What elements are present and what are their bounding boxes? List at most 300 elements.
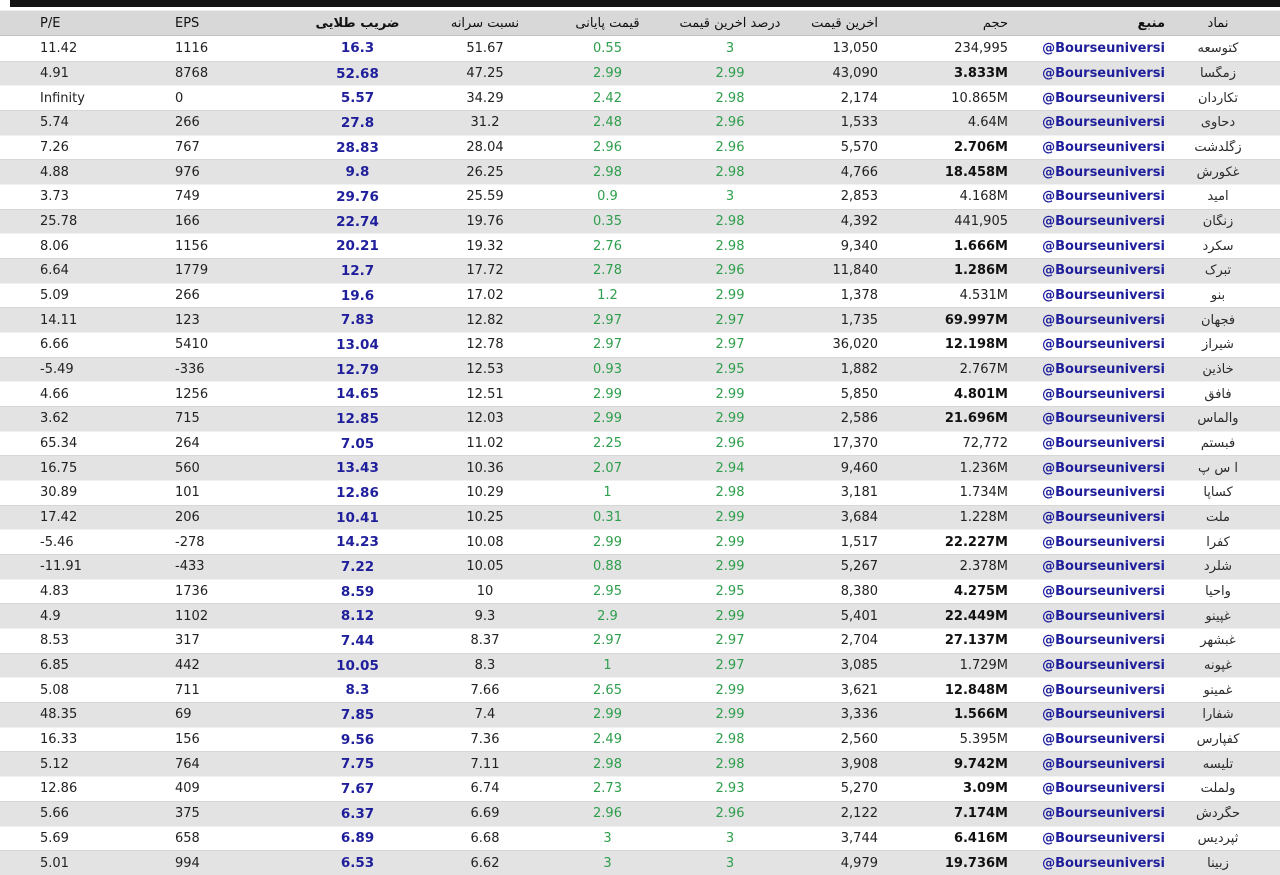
cell-pe: 3.62 [40, 411, 69, 427]
cell-closing-price: 2.48 [593, 115, 622, 131]
source-link[interactable]: @Bourseuniversi [1042, 263, 1165, 279]
cell-per-capita: 6.68 [470, 830, 500, 846]
cell-last-price: 4,766 [840, 164, 878, 180]
cell-symbol: تکاردان [1198, 90, 1238, 106]
cell-per-capita: 51.67 [466, 40, 504, 56]
cell-per-capita: 17.72 [466, 263, 504, 279]
table-row [0, 727, 1280, 752]
cell-per-capita: 17.02 [466, 288, 504, 304]
cell-closing-price: 2.98 [593, 756, 622, 772]
source-link[interactable]: @Bourseuniversi [1042, 732, 1165, 748]
cell-golden-ratio: 29.76 [336, 188, 379, 205]
cell-eps: 1779 [175, 263, 209, 279]
cell-per-capita: 12.51 [466, 386, 504, 402]
cell-closing-price: 2.96 [593, 140, 622, 156]
cell-per-capita: 7.11 [470, 756, 500, 772]
cell-pe: 30.89 [40, 485, 78, 501]
cell-symbol: کفپارس [1196, 732, 1240, 748]
cell-symbol: امید [1207, 189, 1229, 205]
source-link[interactable]: @Bourseuniversi [1042, 633, 1165, 649]
cell-golden-ratio: 22.74 [336, 213, 379, 230]
cell-last-price-pct: 2.98 [715, 214, 745, 230]
cell-per-capita: 19.76 [466, 214, 504, 230]
cell-eps: 123 [175, 312, 200, 328]
cell-last-price-pct: 2.99 [715, 559, 745, 575]
cell-volume: 1.734M [959, 485, 1008, 501]
cell-last-price-pct: 2.95 [715, 584, 745, 600]
cell-pe: 48.35 [40, 707, 78, 723]
cell-golden-ratio: 27.8 [340, 114, 375, 131]
cell-symbol: زبینا [1207, 855, 1229, 871]
cell-golden-ratio: 28.83 [336, 139, 379, 156]
source-link[interactable]: @Bourseuniversi [1042, 658, 1165, 674]
source-link[interactable]: @Bourseuniversi [1042, 707, 1165, 723]
cell-golden-ratio: 5.57 [340, 90, 375, 107]
cell-golden-ratio: 52.68 [336, 65, 379, 82]
header-per-capita: نسبت سرانه [450, 15, 520, 31]
cell-per-capita: 8.3 [474, 658, 496, 674]
cell-volume: 2.378M [959, 559, 1008, 575]
cell-last-price: 2,122 [840, 806, 878, 822]
table-row [0, 258, 1280, 283]
cell-closing-price: 0.31 [593, 510, 622, 526]
cell-golden-ratio: 19.6 [340, 287, 375, 304]
cell-pe: 5.08 [40, 682, 69, 698]
cell-last-price-pct: 2.99 [715, 510, 745, 526]
cell-volume: 1.666M [953, 238, 1008, 254]
cell-last-price: 3,181 [840, 485, 878, 501]
cell-per-capita: 25.59 [466, 189, 504, 205]
cell-pe: 6.85 [40, 658, 69, 674]
table-row [0, 480, 1280, 505]
cell-closing-price: 3 [603, 830, 612, 846]
cell-volume: 19.736M [944, 855, 1008, 871]
cell-eps: 764 [175, 756, 200, 772]
cell-eps: -278 [175, 534, 205, 550]
cell-eps: 1736 [175, 584, 209, 600]
source-link[interactable]: @Bourseuniversi [1042, 40, 1165, 56]
cell-last-price: 3,336 [840, 707, 878, 723]
cell-last-price-pct: 2.97 [715, 658, 745, 674]
cell-last-price-pct: 2.96 [715, 806, 745, 822]
cell-golden-ratio: 16.3 [340, 40, 375, 57]
cell-pe: 4.66 [40, 386, 69, 402]
cell-closing-price: 2.73 [593, 781, 622, 797]
cell-last-price: 5,270 [840, 781, 878, 797]
cell-eps: 101 [175, 485, 200, 501]
cell-closing-price: 1 [603, 658, 612, 674]
table-row [0, 653, 1280, 678]
source-link[interactable]: @Bourseuniversi [1042, 510, 1165, 526]
source-link[interactable]: @Bourseuniversi [1042, 460, 1165, 476]
cell-golden-ratio: 14.65 [336, 386, 379, 403]
table-row [0, 332, 1280, 357]
cell-closing-price: 0.55 [593, 40, 622, 56]
source-link[interactable]: @Bourseuniversi [1042, 436, 1165, 452]
cell-eps: 166 [175, 214, 200, 230]
source-link[interactable]: @Bourseuniversi [1042, 337, 1165, 353]
cell-volume: 12.848M [944, 682, 1008, 698]
cell-eps: 156 [175, 732, 200, 748]
source-link[interactable]: @Bourseuniversi [1042, 214, 1165, 230]
cell-per-capita: 10.36 [466, 460, 504, 476]
cell-eps: 994 [175, 855, 200, 871]
header-last-price-pct: درصد آخرین قیمت [679, 15, 781, 31]
table-row [0, 283, 1280, 308]
cell-volume: 27.137M [944, 633, 1008, 649]
cell-closing-price: 2.42 [593, 90, 622, 106]
cell-volume: 69.997M [944, 312, 1008, 328]
cell-symbol: غکورش [1196, 164, 1240, 180]
header-eps: EPS [175, 15, 200, 31]
cell-last-price: 17,370 [832, 436, 878, 452]
cell-closing-price: 2.97 [593, 633, 622, 649]
cell-symbol: تبرک [1204, 263, 1232, 279]
cell-last-price-pct: 2.97 [715, 337, 745, 353]
cell-eps: 1116 [175, 40, 209, 56]
cell-volume: 1.729M [959, 658, 1008, 674]
cell-volume: 10.865M [951, 90, 1008, 106]
cell-symbol: فافق [1204, 386, 1232, 402]
source-link[interactable]: @Bourseuniversi [1042, 164, 1165, 180]
cell-golden-ratio: 8.3 [345, 682, 370, 699]
cell-pe: 4.91 [40, 66, 69, 81]
table-row [0, 579, 1280, 604]
cell-golden-ratio: 8.12 [340, 608, 375, 625]
cell-closing-price: 2.96 [593, 806, 622, 822]
cell-pe: 4.83 [40, 584, 69, 600]
table-row [0, 184, 1280, 209]
cell-symbol: فجهان [1200, 312, 1236, 328]
cell-pe: 12.86 [40, 781, 78, 797]
cell-golden-ratio: 14.23 [336, 534, 379, 551]
cell-closing-price: 2.95 [593, 584, 622, 600]
cell-volume: 7.174M [953, 806, 1008, 822]
table-header [0, 10, 1280, 36]
cell-pe: 5.01 [40, 855, 69, 871]
cell-golden-ratio: 13.43 [336, 460, 379, 477]
cell-volume: 441,905 [954, 214, 1008, 230]
table-row [0, 307, 1280, 332]
cell-last-price: 5,401 [840, 608, 878, 624]
table-row [0, 209, 1280, 234]
cell-pe: -5.49 [40, 362, 74, 378]
cell-symbol: شفارا [1202, 707, 1234, 723]
table-row [0, 455, 1280, 480]
cell-per-capita: 19.32 [466, 238, 504, 254]
source-link[interactable]: @Bourseuniversi [1042, 140, 1165, 156]
cell-symbol: زمگسا [1200, 66, 1236, 81]
cell-pe: 5.66 [40, 806, 69, 822]
source-link[interactable]: @Bourseuniversi [1042, 584, 1165, 600]
source-link[interactable]: @Bourseuniversi [1042, 855, 1165, 871]
cell-last-price: 1,533 [840, 115, 878, 131]
cell-per-capita: 34.29 [466, 90, 504, 106]
source-link[interactable]: @Bourseuniversi [1042, 386, 1165, 402]
cell-last-price-pct: 2.99 [715, 386, 745, 402]
cell-per-capita: 11.02 [466, 436, 504, 452]
cell-eps: 749 [175, 189, 200, 205]
table-row [0, 357, 1280, 382]
cell-golden-ratio: 9.8 [345, 164, 370, 181]
cell-last-price: 43,090 [832, 66, 878, 81]
cell-symbol: والماس [1197, 411, 1239, 427]
cell-golden-ratio: 6.37 [340, 805, 375, 822]
cell-closing-price: 2.07 [593, 460, 622, 476]
cell-pe: 8.53 [40, 633, 69, 649]
source-link[interactable]: @Bourseuniversi [1042, 806, 1165, 822]
cell-last-price: 9,340 [840, 238, 878, 254]
cell-symbol: تلیسه [1202, 756, 1234, 772]
table-row [0, 61, 1280, 86]
cell-volume: 3.833M [953, 66, 1008, 81]
source-link[interactable]: @Bourseuniversi [1042, 559, 1165, 575]
cell-pe: 5.74 [40, 115, 69, 131]
cell-symbol: زگلدشت [1194, 140, 1242, 156]
cell-volume: 72,772 [962, 436, 1008, 452]
source-link[interactable]: @Bourseuniversi [1042, 288, 1165, 304]
cell-golden-ratio: 7.85 [340, 706, 375, 723]
header-pe: P/E [40, 15, 61, 31]
table-row [0, 85, 1280, 110]
source-link[interactable]: @Bourseuniversi [1042, 362, 1165, 378]
cell-closing-price: 2.49 [593, 732, 622, 748]
cell-pe: 6.66 [40, 337, 69, 353]
cell-volume: 22.449M [944, 608, 1008, 624]
cell-last-price: 8,380 [840, 584, 878, 600]
header-closing-price: قیمت پایانی [575, 15, 640, 31]
table-row [0, 406, 1280, 431]
table-row [0, 628, 1280, 653]
table-body [0, 36, 1280, 875]
cell-per-capita: 28.04 [466, 140, 504, 156]
cell-last-price-pct: 2.98 [715, 164, 745, 180]
cell-last-price-pct: 2.96 [715, 140, 745, 156]
cell-pe: 16.75 [40, 460, 78, 476]
cell-last-price-pct: 2.99 [715, 608, 745, 624]
cell-eps: 767 [175, 140, 200, 156]
table-row [0, 826, 1280, 851]
cell-per-capita: 7.66 [470, 682, 500, 698]
cell-golden-ratio: 12.86 [336, 484, 379, 501]
cell-pe: 25.78 [40, 214, 78, 230]
cell-eps: 560 [175, 460, 200, 476]
cell-pe: -5.46 [40, 534, 74, 550]
cell-golden-ratio: 7.44 [340, 632, 375, 649]
cell-per-capita: 12.03 [466, 411, 504, 427]
cell-closing-price: 2.99 [593, 534, 622, 550]
cell-eps: 264 [175, 436, 200, 452]
cell-golden-ratio: 6.53 [340, 855, 375, 871]
cell-closing-price: 2.25 [593, 436, 622, 452]
source-link[interactable]: @Bourseuniversi [1042, 534, 1165, 550]
cell-golden-ratio: 8.59 [340, 583, 375, 600]
cell-closing-price: 0.35 [593, 214, 622, 230]
header-source: منبع [1137, 15, 1165, 31]
cell-last-price: 2,853 [840, 189, 878, 205]
source-link[interactable]: @Bourseuniversi [1042, 830, 1165, 846]
cell-closing-price: 1.2 [597, 288, 618, 304]
source-link[interactable]: @Bourseuniversi [1042, 90, 1165, 106]
cell-symbol: زنگان [1202, 214, 1234, 230]
cell-eps: -433 [175, 559, 205, 575]
cell-pe: 11.42 [40, 40, 78, 56]
cell-last-price: 3,744 [840, 830, 878, 846]
cell-pe: 5.09 [40, 288, 69, 304]
cell-volume: 12.198M [944, 337, 1008, 353]
cell-symbol: دحاوی [1200, 115, 1236, 131]
cell-volume: 22.227M [944, 534, 1008, 550]
cell-eps: 715 [175, 411, 200, 427]
cell-volume: 1.228M [959, 510, 1008, 526]
cell-last-price: 3,621 [840, 682, 878, 698]
source-link[interactable]: @Bourseuniversi [1042, 682, 1165, 698]
table-row [0, 505, 1280, 530]
cell-golden-ratio: 12.7 [340, 262, 375, 279]
cell-per-capita: 12.82 [466, 312, 504, 328]
cell-per-capita: 10 [476, 584, 494, 600]
header-last-price: آخرین قیمت [811, 15, 878, 31]
source-link[interactable]: @Bourseuniversi [1042, 411, 1165, 427]
cell-symbol: کساپا [1203, 485, 1233, 501]
cell-golden-ratio: 12.79 [336, 361, 379, 378]
cell-last-price-pct: 3 [725, 189, 735, 205]
cell-golden-ratio: 20.21 [336, 238, 379, 255]
source-link[interactable]: @Bourseuniversi [1042, 66, 1165, 81]
source-link[interactable]: @Bourseuniversi [1042, 312, 1165, 328]
cell-last-price-pct: 2.93 [715, 781, 745, 797]
table-row [0, 776, 1280, 801]
table-row [0, 677, 1280, 702]
cell-per-capita: 9.3 [474, 608, 496, 624]
cell-last-price: 5,267 [840, 559, 878, 575]
cell-volume: 3.09M [962, 781, 1008, 797]
header-golden-ratio: ضریب طلایی [315, 15, 400, 31]
cell-per-capita: 6.74 [470, 781, 500, 797]
cell-eps: 5410 [175, 337, 209, 353]
cell-per-capita: 31.2 [470, 115, 500, 131]
table-row [0, 702, 1280, 727]
cell-volume: 18.458M [944, 164, 1008, 180]
cell-eps: 976 [175, 164, 200, 180]
source-link[interactable]: @Bourseuniversi [1042, 189, 1165, 205]
cell-per-capita: 10.29 [466, 485, 504, 501]
cell-closing-price: 2.76 [593, 238, 622, 254]
cell-last-price-pct: 2.99 [715, 534, 745, 550]
cell-golden-ratio: 7.67 [340, 780, 375, 797]
table-row [0, 554, 1280, 579]
cell-last-price-pct: 2.99 [715, 707, 745, 723]
cell-per-capita: 6.69 [470, 806, 500, 822]
cell-last-price: 11,840 [832, 263, 878, 279]
cell-closing-price: 3 [603, 855, 612, 871]
cell-per-capita: 47.25 [466, 66, 504, 81]
cell-pe: 8.06 [40, 238, 69, 254]
cell-symbol: حگردش [1195, 806, 1241, 822]
cell-per-capita: 10.25 [466, 510, 504, 526]
cell-per-capita: 8.37 [470, 633, 500, 649]
cell-last-price-pct: 3 [725, 855, 735, 871]
cell-last-price: 4,392 [840, 214, 878, 230]
header-volume: حجم [982, 15, 1008, 31]
cell-last-price: 2,174 [840, 90, 878, 106]
cell-golden-ratio: 7.83 [340, 312, 375, 329]
source-link[interactable]: @Bourseuniversi [1042, 238, 1165, 254]
source-link[interactable]: @Bourseuniversi [1042, 756, 1165, 772]
cell-last-price: 3,085 [840, 658, 878, 674]
cell-volume: 2.767M [959, 362, 1008, 378]
cell-closing-price: 2.99 [593, 386, 622, 402]
cell-symbol: غپینو [1205, 608, 1231, 624]
cell-volume: 4.64M [967, 115, 1008, 131]
cell-closing-price: 0.88 [593, 559, 622, 575]
cell-last-price: 1,378 [840, 288, 878, 304]
cell-eps: 1256 [175, 386, 209, 402]
cell-eps: 266 [175, 288, 200, 304]
cell-last-price-pct: 2.96 [715, 263, 745, 279]
table-row [0, 801, 1280, 826]
cell-symbol: بنو [1210, 288, 1226, 304]
cell-golden-ratio: 9.56 [340, 731, 375, 748]
cell-volume: 9.742M [953, 756, 1008, 772]
cell-per-capita: 10.05 [466, 559, 504, 575]
cell-symbol: غمینو [1203, 682, 1233, 698]
source-link[interactable]: @Bourseuniversi [1042, 115, 1165, 131]
cell-pe: 4.9 [40, 608, 61, 624]
header-symbol: نماد [1207, 15, 1229, 31]
cell-symbol: سکرد [1202, 238, 1234, 254]
cell-symbol: شلرد [1203, 559, 1233, 575]
cell-last-price-pct: 2.99 [715, 66, 745, 81]
cell-volume: 6.416M [953, 830, 1008, 846]
cell-pe: 4.88 [40, 164, 69, 180]
cell-pe: 7.26 [40, 140, 69, 156]
cell-last-price-pct: 2.99 [715, 288, 745, 304]
cell-last-price: 1,882 [840, 362, 878, 378]
table-row [0, 36, 1280, 61]
cell-eps: 206 [175, 510, 200, 526]
top-bar [10, 0, 1280, 7]
table-row [0, 110, 1280, 135]
cell-closing-price: 2.9 [597, 608, 618, 624]
cell-closing-price: 2.97 [593, 337, 622, 353]
cell-last-price-pct: 2.98 [715, 756, 745, 772]
cell-golden-ratio: 7.75 [340, 756, 375, 773]
cell-per-capita: 7.36 [470, 732, 500, 748]
cell-last-price-pct: 2.97 [715, 312, 745, 328]
cell-pe: Infinity [40, 90, 85, 106]
cell-last-price-pct: 2.98 [715, 238, 745, 254]
cell-per-capita: 12.78 [466, 337, 504, 353]
cell-last-price: 2,704 [840, 633, 878, 649]
cell-volume: 4.168M [959, 189, 1008, 205]
cell-last-price-pct: 2.97 [715, 633, 745, 649]
cell-eps: 1156 [175, 238, 209, 254]
cell-symbol: آ س پ [1198, 460, 1238, 476]
cell-eps: 0 [175, 90, 184, 106]
source-link[interactable]: @Bourseuniversi [1042, 608, 1165, 624]
cell-closing-price: 2.99 [593, 411, 622, 427]
cell-last-price: 3,908 [840, 756, 878, 772]
cell-volume: 4.275M [953, 584, 1008, 600]
cell-last-price-pct: 3 [725, 40, 735, 56]
cell-golden-ratio: 13.04 [336, 336, 379, 353]
cell-volume: 1.286M [953, 263, 1008, 279]
source-link[interactable]: @Bourseuniversi [1042, 485, 1165, 501]
cell-per-capita: 12.53 [466, 362, 504, 378]
cell-eps: 317 [175, 633, 200, 649]
source-link[interactable]: @Bourseuniversi [1042, 781, 1165, 797]
